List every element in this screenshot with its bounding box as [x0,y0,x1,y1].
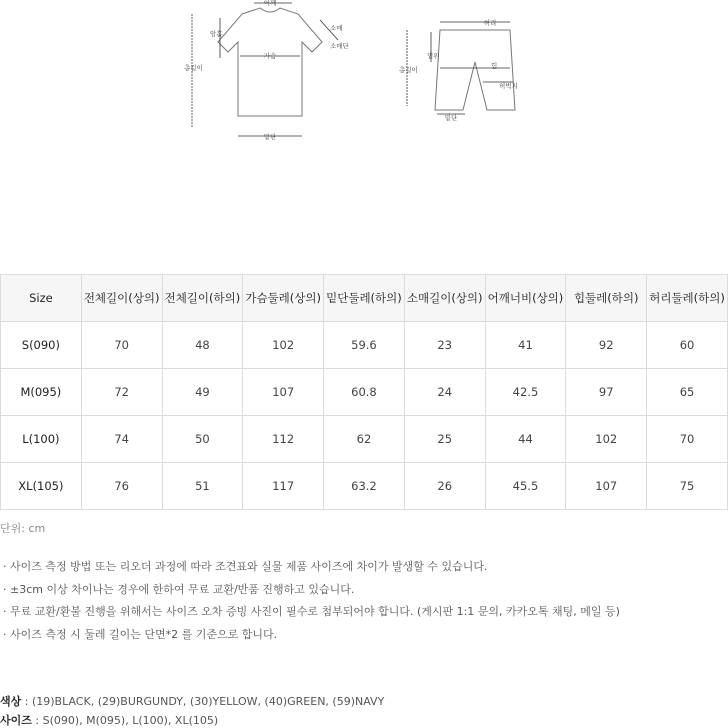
list-item: · ±3cm 이상 차이나는 경우에 한하여 무료 교환/반품 진행하고 있습니다. [3,582,355,596]
tshirt-diagram [180,0,360,150]
bottom-total-length-label: 총길이 [399,66,418,74]
table-cell: M(095) [1,369,82,416]
table-cell: 75 [647,463,728,510]
size-table [0,274,728,510]
table-cell: 102 [566,416,647,463]
size-options [0,712,218,728]
header-hip: 힙둘레(하의) [566,275,647,322]
list-item: · 사이즈 측정 방법 또는 리오더 과정에 따라 조견표와 실물 제품 사이즈에 차이가 발생할 수 있습니다. [3,560,488,573]
table-cell: S(090) [1,322,82,369]
header-size: Size [1,275,82,322]
header-hem: 밑단둘레(하의) [324,275,405,322]
table-cell: 23 [404,322,485,369]
hip-label: 힙 [491,62,498,70]
table-cell: 97 [566,369,647,416]
table-row [1,463,728,510]
table-cell: 102 [243,322,324,369]
table-cell: 76 [81,463,162,510]
table-cell: 70 [647,416,728,463]
table-cell: 48 [162,322,243,369]
hem-label: 밑단 [263,133,277,141]
color-values: : (19)BLACK, (29)BURGUNDY, (30)YELLOW, (40)GREEN, (59)NAVY [24,695,385,708]
table-cell: 112 [243,416,324,463]
table-cell: L(100) [1,416,82,463]
table-cell: 51 [162,463,243,510]
unit-note: 단위: cm [0,522,46,535]
rise-label: 밑위 [427,52,440,60]
table-cell: 45.5 [485,463,566,510]
table-cell: 42.5 [485,369,566,416]
table-row [1,416,728,463]
header-sleeve: 소매길이(상의) [404,275,485,322]
table-cell: 24 [404,369,485,416]
table-cell: 107 [243,369,324,416]
header-waist: 허리둘레(하의) [647,275,728,322]
table-cell: XL(105) [1,463,82,510]
cuff-label: 소매단 [330,42,349,50]
table-cell: 65 [647,369,728,416]
waist-label: 허리 [483,19,497,27]
size-label: 사이즈 [0,714,32,727]
table-cell: 92 [566,322,647,369]
size-notes [3,556,620,646]
table-row [1,322,728,369]
size-values: : S(090), M(095), L(100), XL(105) [35,714,219,727]
chest-label: 가슴 [263,52,277,60]
table-cell: 63.2 [324,463,405,510]
table-row [1,369,728,416]
table-cell: 25 [404,416,485,463]
size-diagrams [0,0,728,160]
table-cell: 44 [485,416,566,463]
table-cell: 59.6 [324,322,405,369]
table-cell: 70 [81,322,162,369]
table-cell: 72 [81,369,162,416]
shorts-diagram [395,10,545,140]
table-cell: 26 [404,463,485,510]
armhole-label: 암홀 [210,30,223,38]
table-cell: 62 [324,416,405,463]
list-item: · 사이즈 측정 시 둘레 길이는 단면*2 를 기준으로 합니다. [3,627,278,641]
table-cell: 41 [485,322,566,369]
table-cell: 49 [162,369,243,416]
total-length-label: 총길이 [184,64,203,72]
table-cell: 60.8 [324,369,405,416]
table-cell: 50 [162,416,243,463]
table-cell: 117 [243,463,324,510]
header-total-length-top: 전체길이(상의) [81,275,162,322]
shoulder-label: 어깨 [263,0,277,7]
sleeve-label: 소매 [330,24,343,32]
table-cell: 107 [566,463,647,510]
table-cell: 74 [81,416,162,463]
table-cell: 60 [647,322,728,369]
list-item: · 무료 교환/환불 진행을 위해서는 사이즈 오차 증빙 사진이 필수로 첨부되어야 합니다. (게시판 1:1 문의, 카카오톡 채팅, 메일 등) [3,605,620,618]
header-chest: 가슴둘레(상의) [243,275,324,322]
color-label: 색상 [0,695,22,708]
bottom-hem-label: 밑단 [444,114,458,122]
header-total-length-bottom: 전체길이(하의) [162,275,243,322]
size-table-header-row [1,275,728,322]
thigh-label: 허벅지 [499,82,518,90]
color-options [0,693,384,709]
header-shoulder: 어깨너비(상의) [485,275,566,322]
